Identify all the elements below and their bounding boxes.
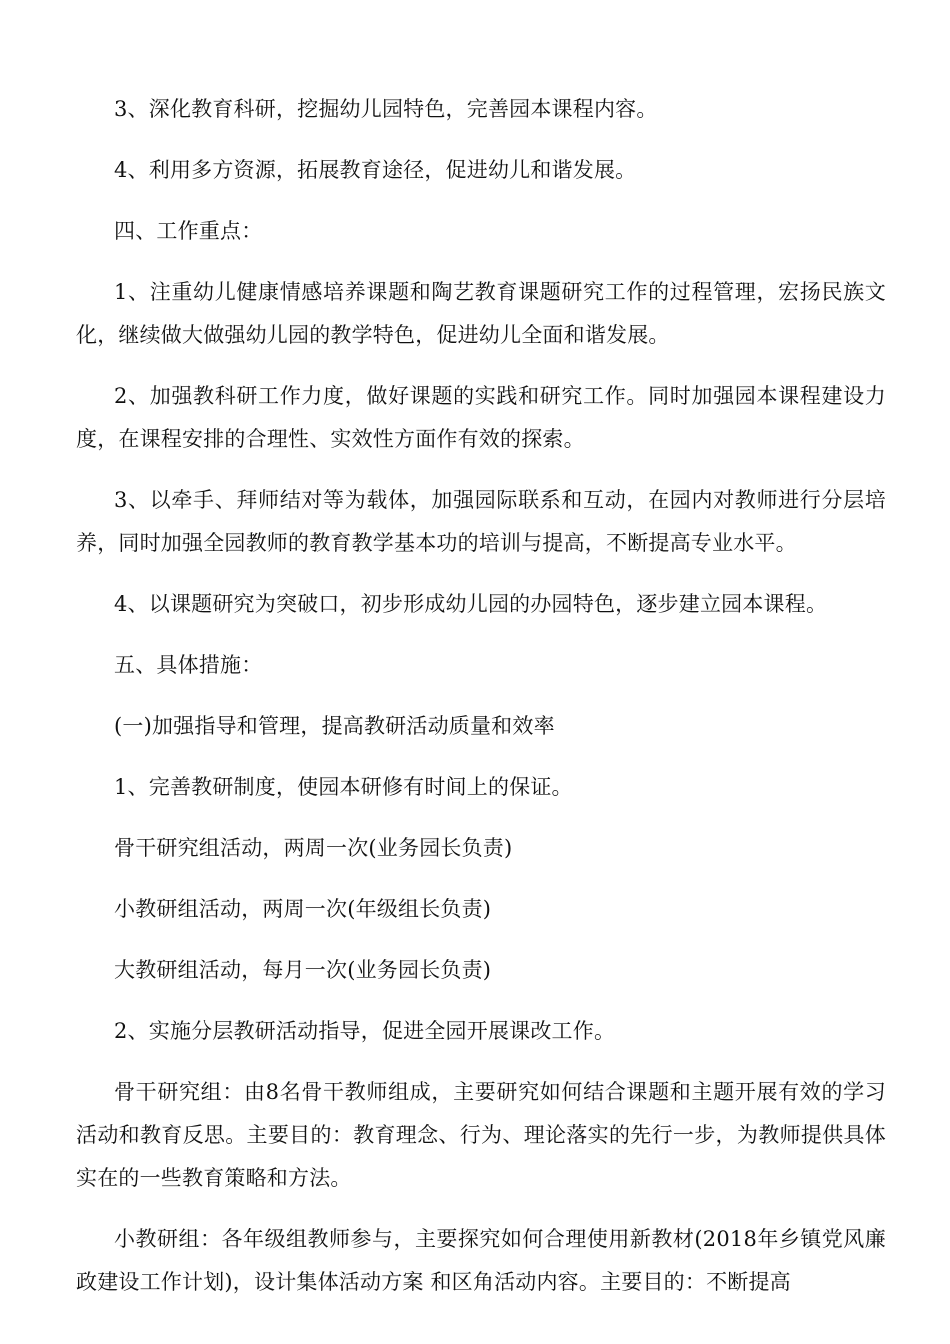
paragraph-goal-3: 3、深化教育科研，挖掘幼儿园特色，完善园本课程内容。 xyxy=(114,97,658,121)
document-body xyxy=(76,88,886,1322)
paragraph-focus-4: 4、以课题研究为突破口，初步形成幼儿园的办园特色，逐步建立园本课程。 xyxy=(114,592,828,616)
paragraph-small-group-description: 小教研组：各年级组教师参与，主要探究如何合理使用新教材(2018年乡镇党风廉政建设工作计划)，设计集体活动方案 和区角活动内容。主要目的：不断提高 xyxy=(76,1227,886,1294)
paragraph-large-group-schedule: 大教研组活动，每月一次(业务园长负责) xyxy=(114,958,492,982)
section-heading-measures: 五、具体措施： xyxy=(114,653,263,677)
paragraph-measure-2: 2、实施分层教研活动指导，促进全园开展课改工作。 xyxy=(114,1019,616,1043)
subsection-heading-guidance: (一)加强指导和管理，提高教研活动质量和效率 xyxy=(114,714,555,738)
section-heading-work-focus: 四、工作重点： xyxy=(114,219,263,243)
paragraph-focus-2: 2、加强教科研工作力度，做好课题的实践和研究工作。同时加强园本课程建设力度，在课程安排的合理性、实效性方面作有效的探索。 xyxy=(76,384,886,451)
paragraph-small-group-schedule: 小教研组活动，两周一次(年级组长负责) xyxy=(114,897,492,921)
paragraph-measure-1: 1、完善教研制度，使园本研修有时间上的保证。 xyxy=(114,775,573,799)
paragraph-goal-4: 4、利用多方资源，拓展教育途径，促进幼儿和谐发展。 xyxy=(114,158,637,182)
paragraph-core-group-schedule: 骨干研究组活动，两周一次(业务园长负责) xyxy=(114,836,513,860)
paragraph-focus-1: 1、注重幼儿健康情感培养课题和陶艺教育课题研究工作的过程管理，宏扬民族文化，继续做大做强幼儿园的教学特色，促进幼儿全面和谐发展。 xyxy=(76,280,886,347)
paragraph-focus-3: 3、以牵手、拜师结对等为载体，加强园际联系和互动，在园内对教师进行分层培养，同时加强全园教师的教育教学基本功的培训与提高，不断提高专业水平。 xyxy=(76,488,886,555)
paragraph-core-group-description: 骨干研究组：由8名骨干教师组成，主要研究如何结合课题和主题开展有效的学习活动和教育反思。主要目的：教育理念、行为、理论落实的先行一步，为教师提供具体实在的一些教育策略和方法。 xyxy=(76,1080,886,1190)
